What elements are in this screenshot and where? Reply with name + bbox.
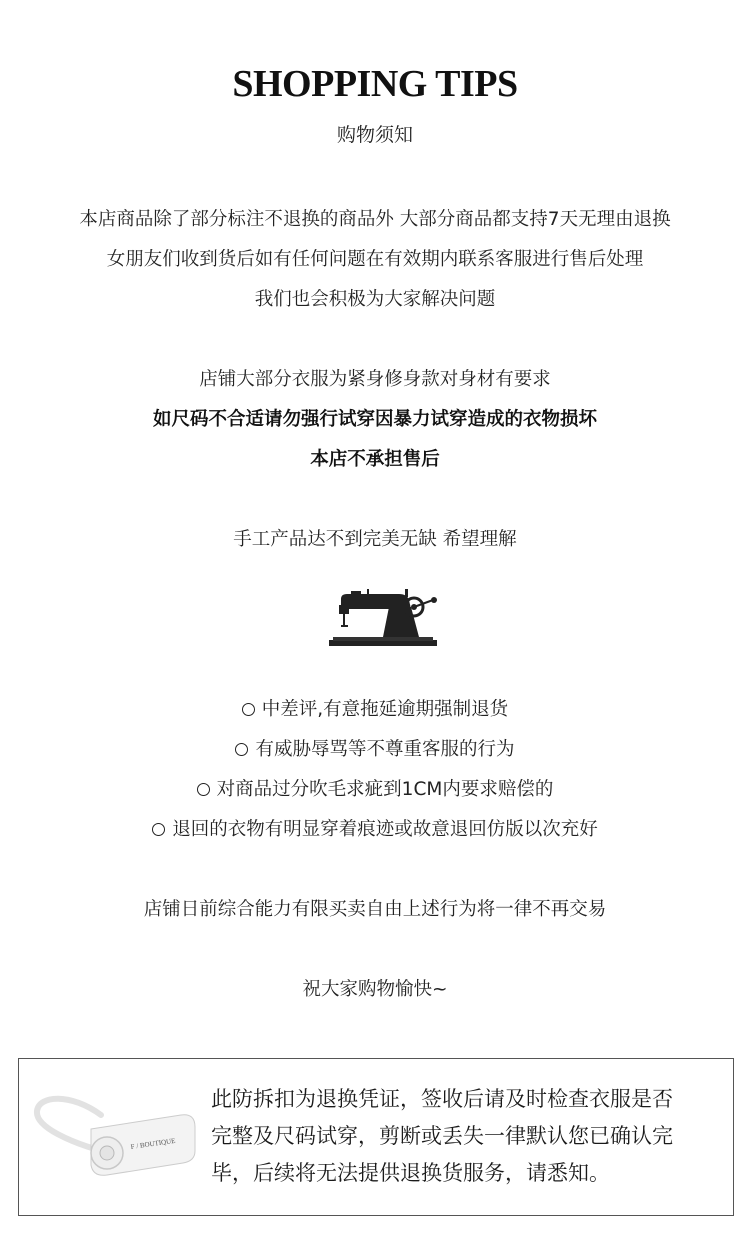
handmade-note: 手工产品达不到完美无缺 希望理解 xyxy=(233,529,517,550)
circle-bullet-icon xyxy=(197,783,210,796)
rule-item-1 xyxy=(0,695,750,721)
tag-label: F / BOUTIQUE xyxy=(130,1136,176,1151)
page-subtitle: 购物须知 xyxy=(336,124,413,146)
tag-text-line-2: 完整及尺码试穿，剪断或丢失一律默认您已确认完 xyxy=(211,1124,673,1148)
returns-line-3: 我们也会积极为大家解决问题 xyxy=(254,289,496,310)
closing-wish: 祝大家购物愉快~ xyxy=(302,979,448,1000)
circle-bullet-icon xyxy=(152,823,165,836)
security-tag-icon xyxy=(31,1085,199,1185)
rule-item-2 xyxy=(0,735,750,761)
security-tag-text xyxy=(211,1081,731,1192)
rule-text: 退回的衣物有明显穿着痕迹或故意退回仿版以次充好 xyxy=(172,819,598,840)
tag-text-line-1: 此防拆扣为退换凭证，签收后请及时检查衣服是否 xyxy=(211,1087,673,1111)
rule-item-4 xyxy=(0,815,750,841)
page-title: SHOPPING TIPS xyxy=(232,63,518,105)
fit-warning-line: 如尺码不合适请勿强行试穿因暴力试穿造成的衣物损坏 xyxy=(152,409,597,430)
circle-bullet-icon xyxy=(235,743,248,756)
returns-line-1: 本店商品除了部分标注不退换的商品外 大部分商品都支持7天无理由退换 xyxy=(79,209,671,230)
rule-text: 有威胁辱骂等不尊重客服的行为 xyxy=(255,739,515,760)
rule-text: 对商品过分吹毛求疵到1CM内要求赔偿的 xyxy=(216,779,554,800)
tag-text-line-3: 毕，后续将无法提供退换货服务，请悉知。 xyxy=(211,1161,610,1185)
fit-no-aftersale-line: 本店不承担售后 xyxy=(310,449,440,470)
trade-limit-note: 店铺日前综合能力有限买卖自由上述行为将一律不再交易 xyxy=(143,899,607,920)
security-tag-notice xyxy=(18,1058,734,1216)
sewing-machine-icon xyxy=(327,585,439,649)
rule-text: 中差评,有意拖延逾期强制退货 xyxy=(261,699,509,720)
rule-item-3 xyxy=(0,775,750,801)
circle-bullet-icon xyxy=(242,703,255,716)
returns-line-2: 女朋友们收到货后如有任何问题在有效期内联系客服进行售后处理 xyxy=(106,249,644,270)
fit-line-1: 店铺大部分衣服为紧身修身款对身材有要求 xyxy=(199,369,551,390)
